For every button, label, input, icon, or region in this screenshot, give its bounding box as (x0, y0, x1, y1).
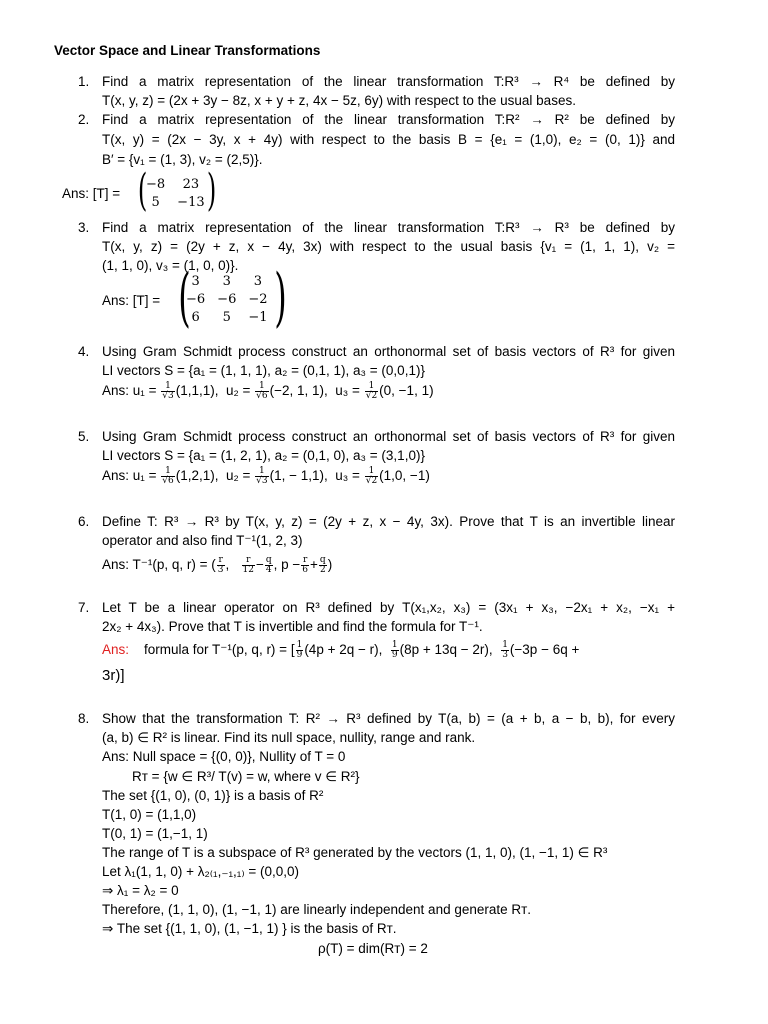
q7-frac-1-num: 1 (296, 639, 303, 650)
q4-line-2: LI vectors S = {a₁ = (1, 1, 1), a₂ = (0,1, 1), a₃ = (0,0,1)} (102, 363, 425, 378)
q7-answer-text: formula for T⁻¹(p, q, r) = [ (144, 642, 295, 657)
q4-answer-prefix: Ans: u₁ = (102, 383, 157, 398)
q6-frac-5 (319, 556, 327, 575)
q1-line-2: T(x, y, z) = (2x + 3y − 8z, x + y + z, 4x − 5z, 6y) with respect to the usual bases. (102, 93, 576, 108)
q3-m12: 3 (222, 274, 231, 289)
q6-line-2: operator and also find T⁻¹(1, 2, 3) (102, 533, 303, 548)
q7-term-3: (−3p − 6q + (509, 642, 580, 657)
q3-m23: −2 (248, 292, 268, 307)
q2-line-2: T(x, y) = (2x − 3y, x + 4y) with respect to the basis B = {e₁ = (1,0), e₂ = (0, 1)} and (102, 132, 675, 147)
q3-line-3: (1, 1, 0), v₃ = (1, 0, 0)}. (102, 258, 239, 273)
q4-u1-denominator: √3 (162, 390, 174, 401)
q7-frac-3-den: 3 (502, 649, 508, 660)
q4-u3-denominator: √2 (365, 390, 378, 401)
q7-frac-2-num: 1 (391, 639, 398, 650)
q4-u3-numerator: 1 (365, 382, 378, 392)
q5-u1-numerator: 1 (161, 467, 174, 477)
q6-frac-1-den: 3 (217, 564, 224, 575)
q8-line-1: Show that the transformation T: R² → R³ defined by T(a, b) = (a + b, a − b, b), for every (102, 711, 675, 726)
q5-answer (102, 466, 430, 486)
q6-frac-1 (217, 556, 225, 575)
q6-line-1: Define T: R³ → R³ by T(x, y, z) = (2y + z, x − 4y, 3x). Prove that T is an invertible linear (102, 514, 675, 529)
q6-frac-2-num: r (242, 556, 255, 566)
q5-u1-vector: (1,2,1), (175, 468, 219, 483)
q8-line-11: Therefore, (1, 1, 0), (1, −1, 1) are linearly independent and generate Rᴛ. (102, 902, 532, 917)
q7-number: 7. (78, 600, 90, 615)
q8-number: 8. (78, 711, 90, 726)
q6-frac-5-den: 2 (319, 564, 326, 575)
q8-line-6: T(1, 0) = (1,1,0) (102, 807, 197, 822)
q2-m21: 5 (151, 195, 160, 210)
q7-term-1: (4p + 2q − r), (304, 642, 383, 657)
q8-line-4: Rᴛ = {w ∈ R³/ T(v) = w, where v ∈ R²} (132, 769, 360, 784)
q6-p-part: , p − (273, 557, 301, 572)
q8-line-10: ⇒ λ₁ = λ₂ = 0 (102, 883, 179, 898)
q6-frac-3 (265, 556, 273, 575)
q3-m13: 3 (253, 274, 263, 289)
q4-u2-numerator: 1 (255, 382, 268, 392)
q8-line-7: T(0, 1) = (1,−1, 1) (102, 826, 208, 841)
q6-plus: + (310, 557, 318, 572)
q2-m12: 23 (182, 177, 200, 192)
q2-m11: −8 (146, 177, 166, 192)
q3-line-2: T(x, y, z) = (2y + z, x − 4y, 3x) with respect to the usual basis {v₁ = (1, 1, 1), v₂ = (102, 239, 675, 254)
q4-u1-numerator: 1 (161, 382, 174, 392)
q5-u3-denominator: √2 (365, 475, 378, 486)
q3-matrix (180, 273, 274, 327)
q4-u2-denominator: √6 (256, 390, 268, 401)
q6-frac-3-num: q (265, 554, 272, 565)
q4-answer (102, 381, 434, 401)
q7-frac-3 (501, 641, 509, 660)
q7-answer-label: Ans: (102, 642, 130, 657)
q6-minus: − (255, 557, 264, 572)
q1-line-1: Find a matrix representation of the linear transformation T:R³ → R⁴ be defined by (102, 74, 675, 89)
q1-number: 1. (78, 74, 90, 89)
q6-answer-prefix: Ans: T⁻¹(p, q, r) = ( (102, 557, 216, 572)
q2-matrix (140, 176, 211, 212)
q7-line-2: 2x₂ + 4x₃). Prove that T is invertible and find the formula for T⁻¹. (102, 619, 483, 634)
q6-frac-4-num: r (303, 554, 308, 565)
q5-u1-fraction (161, 467, 174, 486)
q5-answer-prefix: Ans: u₁ = (102, 468, 157, 483)
q6-frac-1-num: r (218, 554, 223, 565)
q5-u2-fraction (255, 467, 268, 486)
q4-u3-label: u₃ = (335, 383, 360, 398)
q7-frac-2-den: 9 (391, 649, 398, 660)
q4-u1-fraction (161, 382, 174, 401)
q2-line-3: B′ = {v₁ = (1, 3), v₂ = (2,5)}. (102, 152, 263, 167)
q6-close-paren: ) (327, 557, 333, 572)
q7-frac-1-den: 9 (296, 649, 303, 660)
q6-number: 6. (78, 514, 90, 529)
q4-u3-vector: (0, −1, 1) (379, 383, 434, 398)
q6-frac-5-num: q (319, 554, 326, 565)
q3-m21: −6 (186, 292, 206, 307)
q2-matrix-left-paren: ( (137, 165, 148, 216)
q3-m11: 3 (191, 274, 200, 289)
q2-m22: −13 (177, 195, 205, 210)
q8-line-12: ⇒ The set {(1, 1, 0), (1, −1, 1) } is the basis of Rᴛ. (102, 921, 397, 936)
q5-u1-denominator: √6 (162, 475, 174, 486)
q6-answer: Ans: T⁻¹(p, q, r) = ( $\frac{r}{3}$ , $\frac{r}{12}$ − $\frac{q}{4}$ , p − $\frac{r}{6}$ + $\frac{q}{2}$ ) (102, 554, 333, 575)
q3-number: 3. (78, 220, 90, 235)
q3-matrix-right-paren: ) (274, 261, 287, 335)
q2-number: 2. (78, 112, 90, 127)
q6-frac-4-den: 6 (302, 564, 309, 575)
q3-m31: 6 (191, 310, 200, 325)
q5-u3-vector: (1,0, −1) (379, 468, 430, 483)
q3-m33: −1 (248, 310, 268, 325)
q7-answer (102, 640, 579, 660)
q5-line-2: LI vectors S = {a₁ = (1, 2, 1), a₂ = (0,1, 0), a₃ = (3,1,0)} (102, 448, 425, 463)
q5-u2-numerator: 1 (255, 467, 268, 477)
q5-u2-denominator: √3 (256, 475, 268, 486)
q8-line-3: Ans: Null space = {(0, 0)}, Nullity of T = 0 (102, 749, 346, 764)
q6-frac-2-den: 12 (242, 564, 254, 575)
q4-u3-fraction (365, 382, 378, 401)
q4-u2-label: u₂ = (226, 383, 251, 398)
q2-answer-label: Ans: [T] = (62, 186, 121, 201)
q4-u1-vector: (1,1,1), (175, 383, 219, 398)
q7-frac-1 (296, 641, 304, 660)
q4-number: 4. (78, 344, 90, 359)
q7-term-2: (8p + 13q − 2r), (399, 642, 493, 657)
q3-m22: −6 (217, 292, 237, 307)
q2-line-1: Find a matrix representation of the linear transformation T:R² → R² be defined by (102, 112, 675, 127)
q7-line-4: 3r)] (102, 667, 125, 684)
q7-frac-2 (391, 641, 399, 660)
q3-matrix-left-paren: ( (178, 261, 191, 335)
q3-line-1: Find a matrix representation of the linear transformation T:R³ → R³ be defined by (102, 220, 675, 235)
q3-m32: 5 (222, 310, 231, 325)
q7-frac-3-num: 1 (502, 639, 508, 650)
q4-u2-vector: (−2, 1, 1), (269, 383, 328, 398)
q6-frac-4 (301, 556, 309, 575)
q5-u2-label: u₂ = (226, 468, 251, 483)
q7-line-1: Let T be a linear operator on R³ defined by T(x₁,x₂, x₃) = (3x₁ + x₃, −2x₁ + x₂, −x₁ + (102, 600, 675, 615)
q4-u2-fraction (255, 382, 268, 401)
q8-line-13: ρ(T) = dim(Rᴛ) = 2 (318, 941, 428, 956)
page-title: Vector Space and Linear Transformations (54, 43, 321, 58)
q4-line-1: Using Gram Schmidt process construct an orthonormal set of basis vectors of R³ for given (102, 344, 675, 359)
q5-u3-fraction (365, 467, 378, 486)
q5-number: 5. (78, 429, 90, 444)
q8-line-9: Let λ₁(1, 1, 0) + λ₂₍₁,₋₁,₁₎ = (0,0,0) (102, 864, 300, 879)
q3-answer-label: Ans: [T] = (102, 293, 161, 308)
q8-line-2: (a, b) ∈ R² is linear. Find its null space, nullity, range and rank. (102, 730, 476, 745)
q8-line-5: The set {(1, 0), (0, 1)} is a basis of R² (102, 788, 324, 803)
q6-frac-2 (242, 556, 255, 575)
q8-line-8: The range of T is a subspace of R³ generated by the vectors (1, 1, 0), (1, −1, 1) ∈ R³ (102, 845, 608, 860)
q5-line-1: Using Gram Schmidt process construct an orthonormal set of basis vectors of R³ for given (102, 429, 675, 444)
q5-u2-vector: (1, − 1,1), (269, 468, 328, 483)
q5-u3-label: u₃ = (335, 468, 360, 483)
q5-u3-numerator: 1 (365, 467, 378, 477)
q2-matrix-right-paren: ) (206, 165, 217, 216)
q6-frac-3-den: 4 (265, 564, 272, 575)
